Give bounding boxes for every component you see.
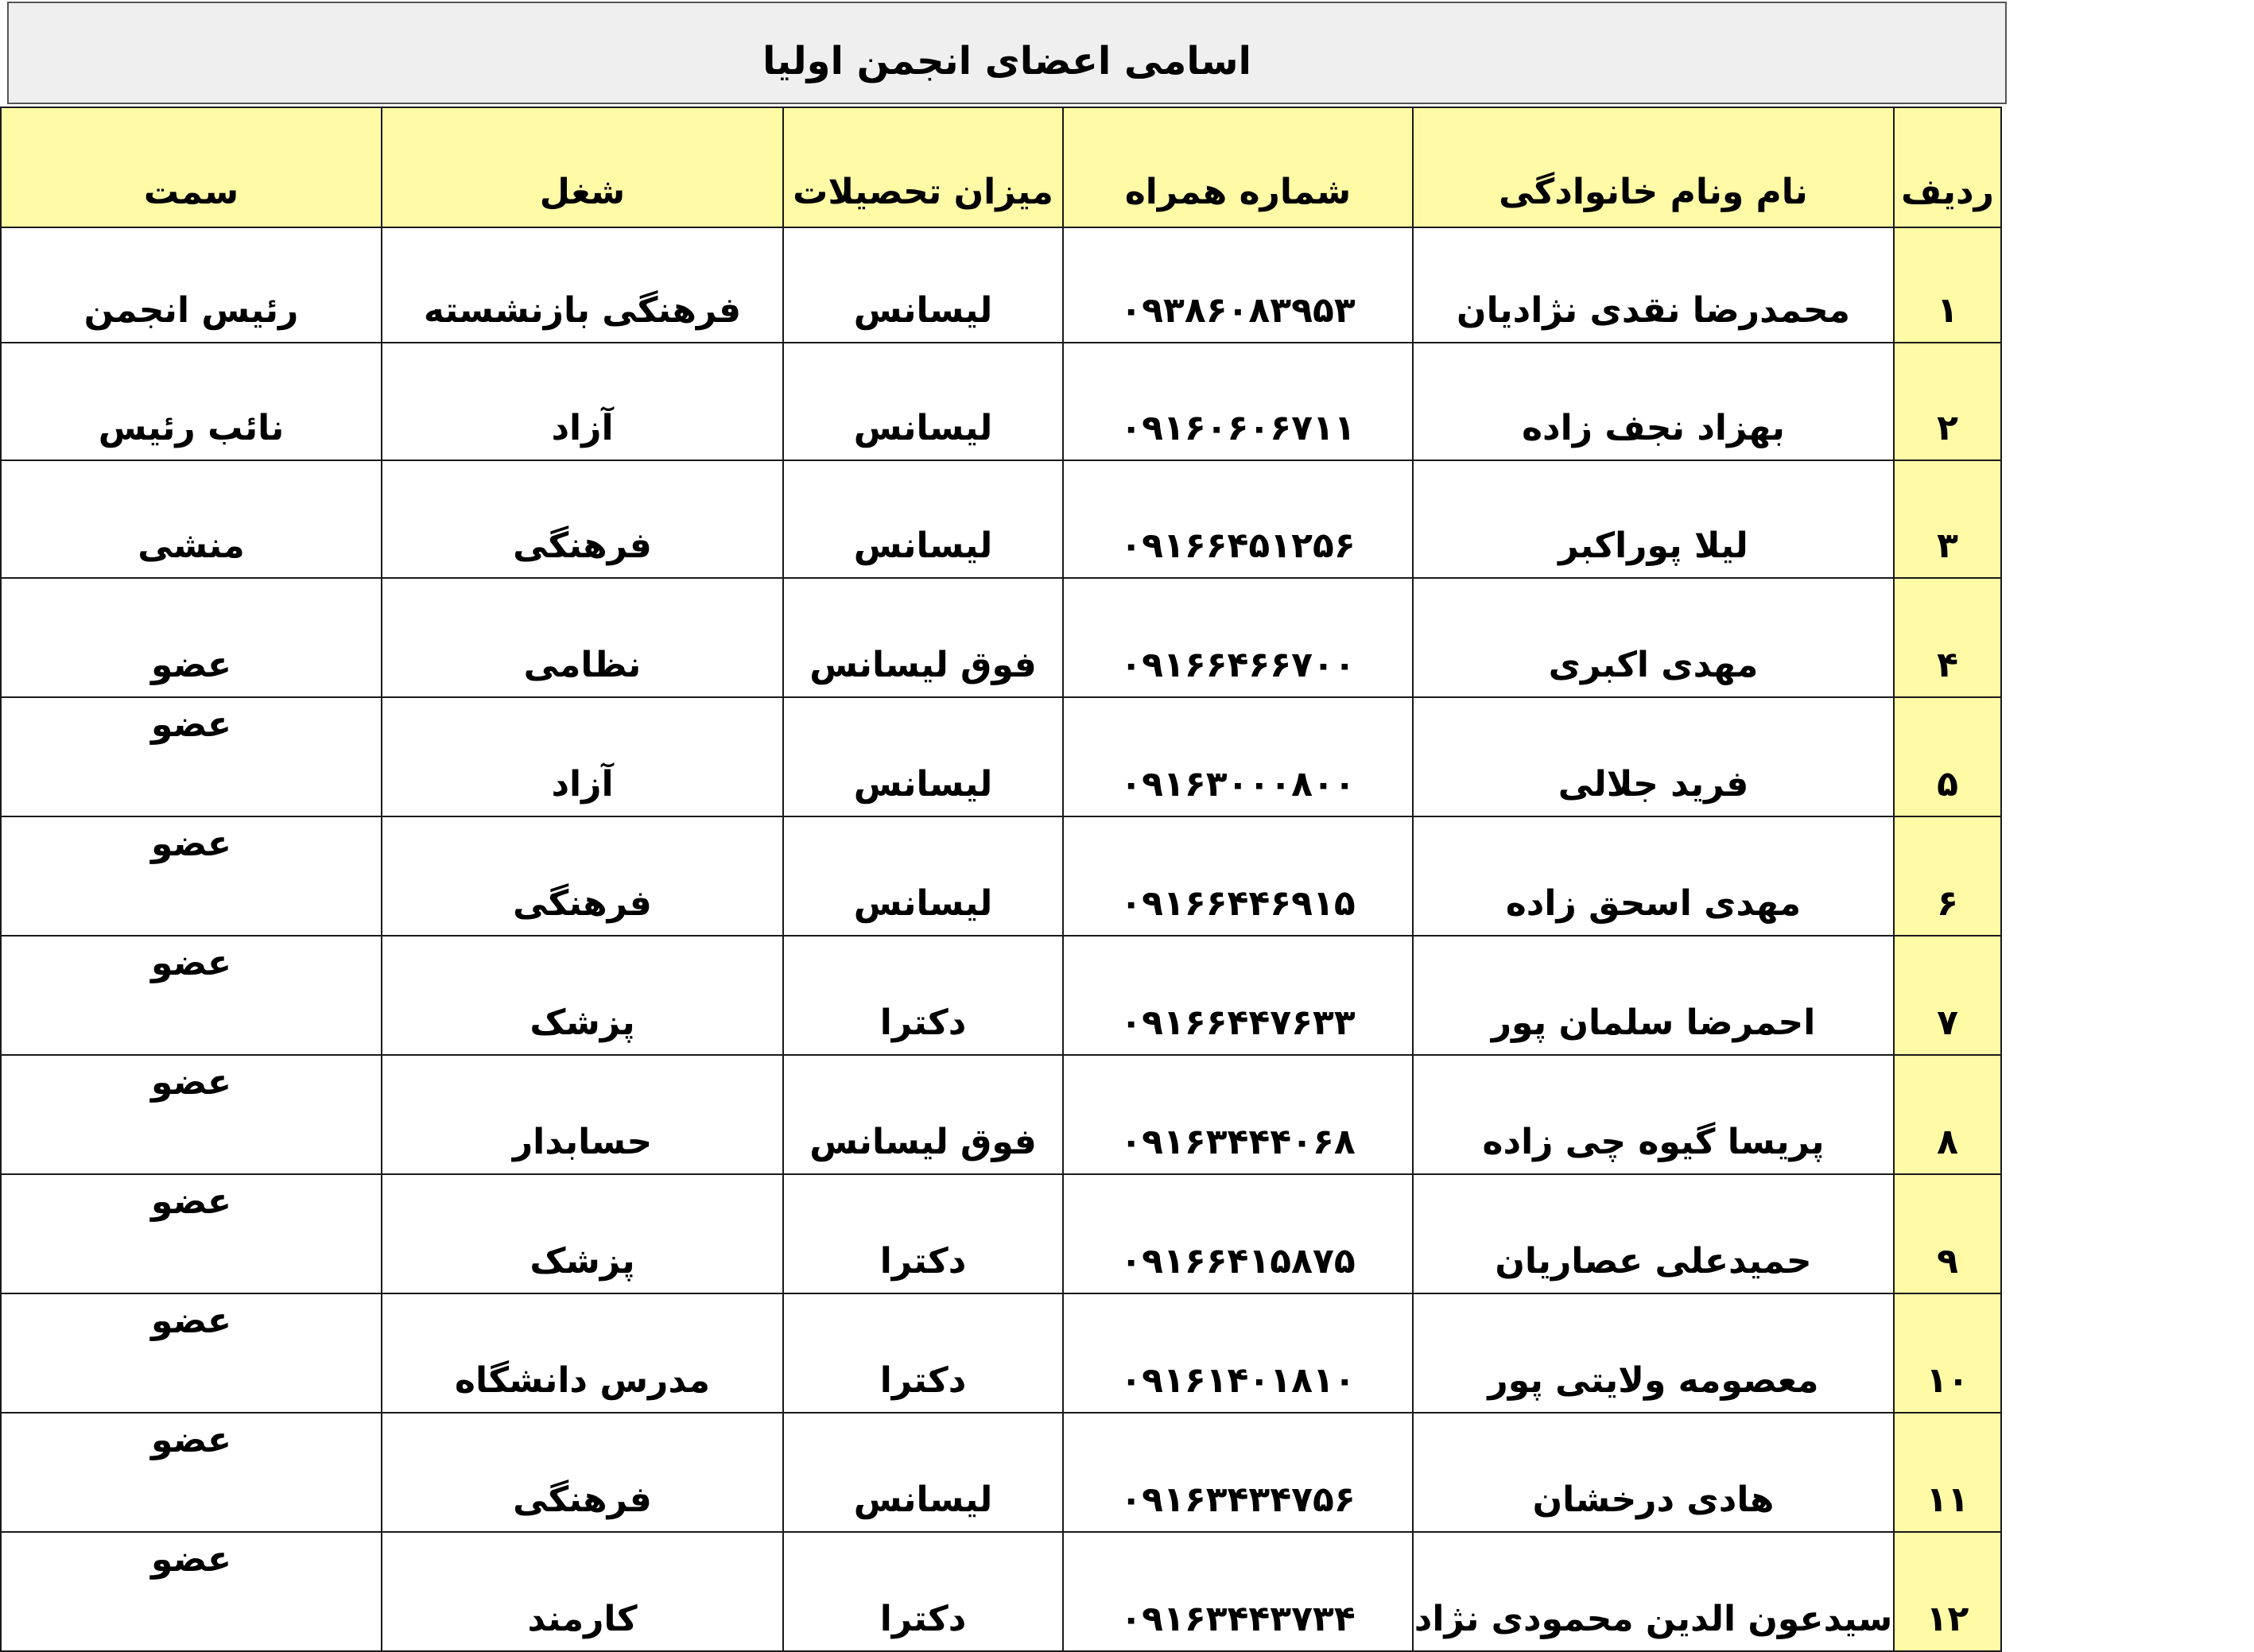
role-cell: عضو [1, 1532, 382, 1651]
phone-cell: ۰۹۱۶۶۴۱۵۸۷۵ [1063, 1174, 1413, 1293]
table-row [1, 1413, 2001, 1532]
education-cell: لیسانس [783, 697, 1063, 816]
table-title: اسامی اعضای انجمن اولیا [762, 38, 1252, 83]
header-row [1, 107, 2001, 227]
education-cell: لیسانس [783, 1413, 1063, 1532]
index-cell: ۷ [1894, 936, 2001, 1055]
phone-cell: ۰۹۱۶۰۶۰۶۷۱۱ [1063, 343, 1413, 460]
table-row [1, 936, 2001, 1055]
role-cell: عضو [1, 936, 382, 1055]
header-job: شغل [382, 107, 783, 227]
role-cell: منشی [1, 460, 382, 578]
education-cell: دکترا [783, 1174, 1063, 1293]
name-cell: حمیدعلی عصاریان [1413, 1174, 1894, 1293]
phone-cell: ۰۹۳۸۶۰۸۳۹۵۳ [1063, 227, 1413, 343]
role-cell: رئیس انجمن [1, 227, 382, 343]
name-cell: لیلا پوراکبر [1413, 460, 1894, 578]
table-title-box [7, 2, 2007, 104]
role-cell: عضو [1, 1174, 382, 1293]
table-row [1, 697, 2001, 816]
education-cell: دکترا [783, 936, 1063, 1055]
job-cell: کارمند [382, 1532, 783, 1651]
index-cell: ۱۰ [1894, 1293, 2001, 1413]
header-name: نام ونام خانوادگی [1413, 107, 1894, 227]
index-cell: ۲ [1894, 343, 2001, 460]
education-cell: لیسانس [783, 343, 1063, 460]
table-row [1, 1293, 2001, 1413]
phone-cell: ۰۹۱۶۳۴۳۴۷۵۶ [1063, 1413, 1413, 1532]
job-cell: پزشک [382, 936, 783, 1055]
role-cell: عضو [1, 578, 382, 697]
table-row [1, 578, 2001, 697]
phone-cell: ۰۹۱۶۶۴۴۷۶۳۳ [1063, 936, 1413, 1055]
education-cell: دکترا [783, 1532, 1063, 1651]
name-cell: محمدرضا نقدی نژادیان [1413, 227, 1894, 343]
job-cell: آزاد [382, 697, 783, 816]
header-index: ردیف [1894, 107, 2001, 227]
index-cell: ۳ [1894, 460, 2001, 578]
role-cell: عضو [1, 1293, 382, 1413]
education-cell: فوق لیسانس [783, 1055, 1063, 1174]
index-cell: ۱۲ [1894, 1532, 2001, 1651]
education-cell: لیسانس [783, 460, 1063, 578]
name-cell: بهزاد نجف زاده [1413, 343, 1894, 460]
role-cell: عضو [1, 697, 382, 816]
education-cell: لیسانس [783, 227, 1063, 343]
name-cell: هادی درخشان [1413, 1413, 1894, 1532]
name-cell: سیدعون الدین محمودی نژاد [1413, 1532, 1894, 1651]
role-cell: عضو [1, 1413, 382, 1532]
index-cell: ۸ [1894, 1055, 2001, 1174]
role-cell: عضو [1, 816, 382, 936]
table-row [1, 1055, 2001, 1174]
role-cell: عضو [1, 1055, 382, 1174]
table-row [1, 227, 2001, 343]
index-cell: ۱ [1894, 227, 2001, 343]
job-cell: فرهنگی [382, 816, 783, 936]
role-cell: نائب رئیس [1, 343, 382, 460]
phone-cell: ۰۹۱۶۶۴۴۶۹۱۵ [1063, 816, 1413, 936]
job-cell: نظامی [382, 578, 783, 697]
name-cell: پریسا گیوه چی زاده [1413, 1055, 1894, 1174]
index-cell: ۱۱ [1894, 1413, 2001, 1532]
index-cell: ۵ [1894, 697, 2001, 816]
name-cell: مهدی اکبری [1413, 578, 1894, 697]
phone-cell: ۰۹۱۶۳۴۴۳۷۳۴ [1063, 1532, 1413, 1651]
index-cell: ۴ [1894, 578, 2001, 697]
job-cell: پزشک [382, 1174, 783, 1293]
job-cell: مدرس دانشگاه [382, 1293, 783, 1413]
education-cell: لیسانس [783, 816, 1063, 936]
phone-cell: ۰۹۱۶۳۴۴۴۰۶۸ [1063, 1055, 1413, 1174]
name-cell: احمرضا سلمان پور [1413, 936, 1894, 1055]
name-cell: مهدی اسحق زاده [1413, 816, 1894, 936]
job-cell: آزاد [382, 343, 783, 460]
index-cell: ۶ [1894, 816, 2001, 936]
phone-cell: ۰۹۱۶۶۴۵۱۲۵۶ [1063, 460, 1413, 578]
header-role: سمت [1, 107, 382, 227]
table-row [1, 816, 2001, 936]
table-row [1, 1174, 2001, 1293]
phone-cell: ۰۹۱۶۱۴۰۱۸۱۰ [1063, 1293, 1413, 1413]
index-cell: ۹ [1894, 1174, 2001, 1293]
table-row [1, 343, 2001, 460]
education-cell: فوق لیسانس [783, 578, 1063, 697]
table-row [1, 1532, 2001, 1651]
name-cell: معصومه ولایتی پور [1413, 1293, 1894, 1413]
header-phone: شماره همراه [1063, 107, 1413, 227]
job-cell: حسابدار [382, 1055, 783, 1174]
name-cell: فرید جلالی [1413, 697, 1894, 816]
header-education: میزان تحصیلات [783, 107, 1063, 227]
job-cell: فرهنگی [382, 1413, 783, 1532]
table-row [1, 460, 2001, 578]
members-table [0, 107, 2002, 1652]
job-cell: فرهنگی بازنشسته [382, 227, 783, 343]
job-cell: فرهنگی [382, 460, 783, 578]
phone-cell: ۰۹۱۶۶۴۶۶۷۰۰ [1063, 578, 1413, 697]
phone-cell: ۰۹۱۶۳۰۰۰۸۰۰ [1063, 697, 1413, 816]
education-cell: دکترا [783, 1293, 1063, 1413]
